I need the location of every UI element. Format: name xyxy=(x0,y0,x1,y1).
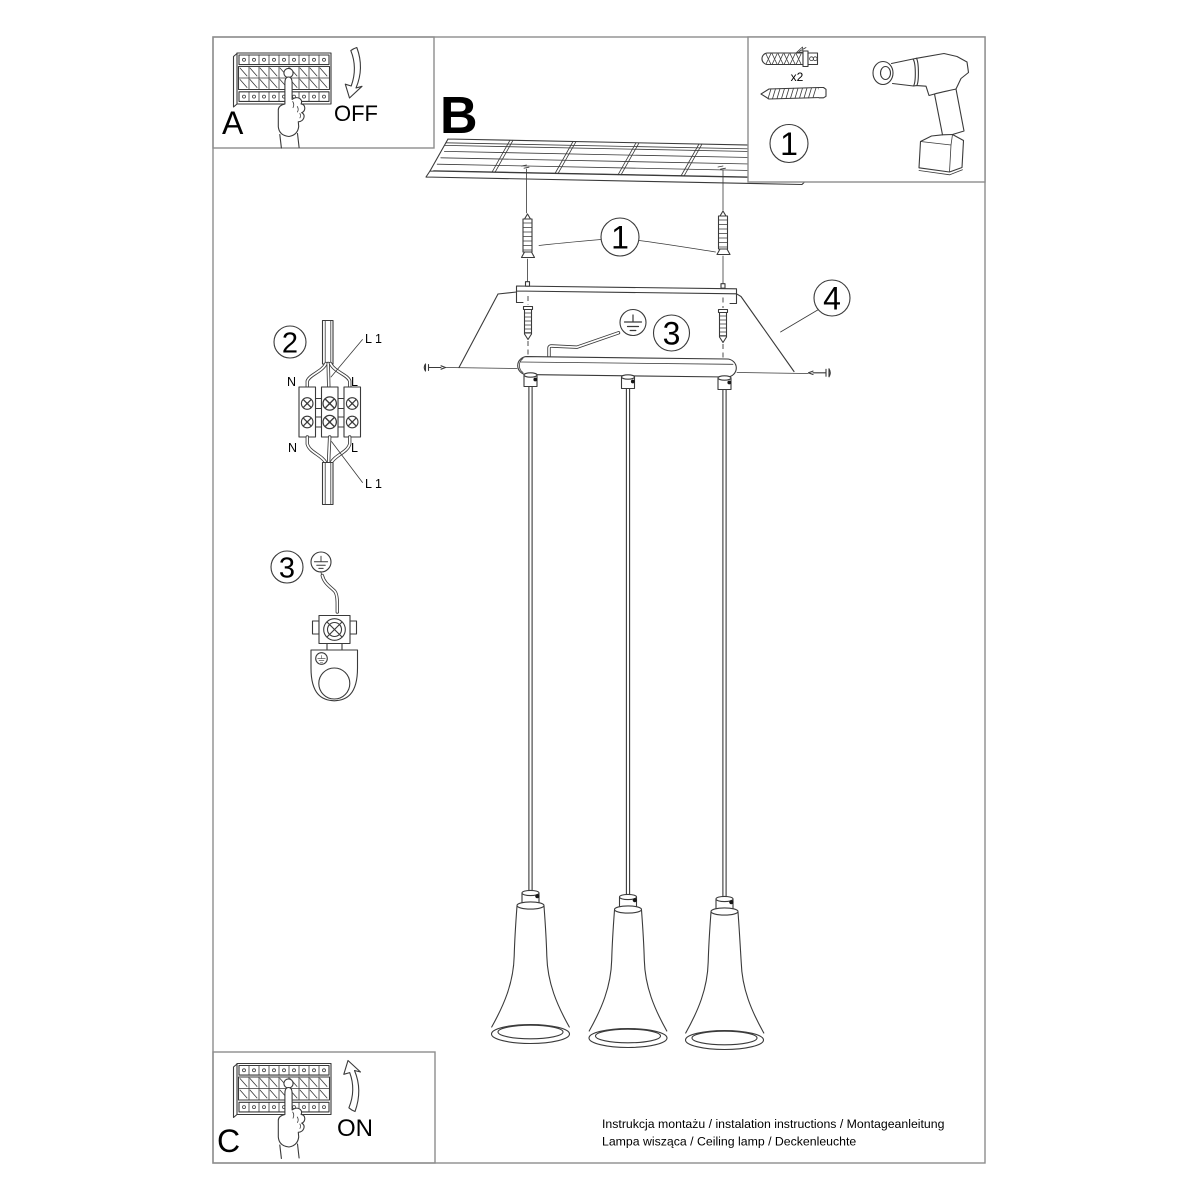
pendant-lamp xyxy=(492,890,570,1043)
cover-callout-badge xyxy=(781,280,851,332)
strain-relief-bracket-icon xyxy=(311,650,358,701)
ground-symbol-icon xyxy=(311,552,331,572)
screws-callout-badge xyxy=(601,218,639,256)
step-c-label: C xyxy=(217,1123,241,1159)
anchor-icon xyxy=(524,296,533,356)
screw-quantity-label: x2 xyxy=(790,70,804,84)
hardware-callout-badge xyxy=(770,125,808,163)
step-b-label: B xyxy=(440,87,478,145)
ground-callout-badge xyxy=(654,315,690,352)
anchor-icon xyxy=(719,298,728,359)
mounting-screws xyxy=(522,169,731,287)
power-on-step-box xyxy=(213,1052,435,1163)
wire-label-l1-bottom: L 1 xyxy=(365,477,382,491)
side-screw-icon xyxy=(424,364,445,371)
wire-label-l1-top: L 1 xyxy=(365,332,382,346)
lamp-cord xyxy=(529,387,726,900)
pendant-lamp xyxy=(589,894,667,1047)
footer-line-2: Lampa wisząca / Ceiling lamp / Deckenleuchte xyxy=(602,1134,857,1149)
terminal-block-icon xyxy=(299,321,361,505)
off-label: OFF xyxy=(334,101,378,126)
svg-text:3: 3 xyxy=(278,552,296,585)
screw-icon xyxy=(761,88,826,100)
hardware-box xyxy=(748,37,985,182)
on-label: ON xyxy=(337,1115,373,1142)
mounting-screw-icon xyxy=(522,214,535,258)
ground-symbol-icon xyxy=(620,310,646,336)
ground-detail-callout-badge xyxy=(271,551,303,584)
ground-wire xyxy=(549,333,619,356)
svg-text:1: 1 xyxy=(611,219,629,256)
wiring-detail xyxy=(274,321,382,505)
pendant-lamp xyxy=(686,896,764,1049)
step-a-label: A xyxy=(222,105,244,141)
mounting-screw-icon xyxy=(717,211,730,255)
curved-arrow-up-icon xyxy=(344,1061,361,1112)
svg-text:1: 1 xyxy=(780,126,798,162)
ground-clamp-icon xyxy=(313,616,357,651)
wiring-callout-badge xyxy=(274,326,306,359)
svg-text:2: 2 xyxy=(281,327,299,360)
curved-arrow-down-icon xyxy=(345,48,362,99)
wire-label-l-bottom: L xyxy=(351,441,358,455)
wire-label-n-bottom: N xyxy=(287,441,297,455)
power-off-step-box xyxy=(213,37,434,148)
footer-caption xyxy=(602,1117,945,1149)
footer-line-1: Instrukcja montażu / instalation instructions / Montageanleitung xyxy=(602,1117,945,1131)
mounting-bracket xyxy=(517,282,737,304)
wire-label-n-top: N xyxy=(286,375,296,389)
ceiling-canopy xyxy=(518,357,737,377)
svg-text:4: 4 xyxy=(823,280,841,317)
svg-text:3: 3 xyxy=(662,315,681,352)
sheet-frame xyxy=(213,37,985,1163)
circuit-breaker-icon xyxy=(234,53,332,107)
ground-detail xyxy=(271,551,358,701)
circuit-breaker-icon xyxy=(234,1064,332,1118)
side-screw-icon xyxy=(809,369,831,377)
wire-label-l-top: L xyxy=(351,375,358,389)
